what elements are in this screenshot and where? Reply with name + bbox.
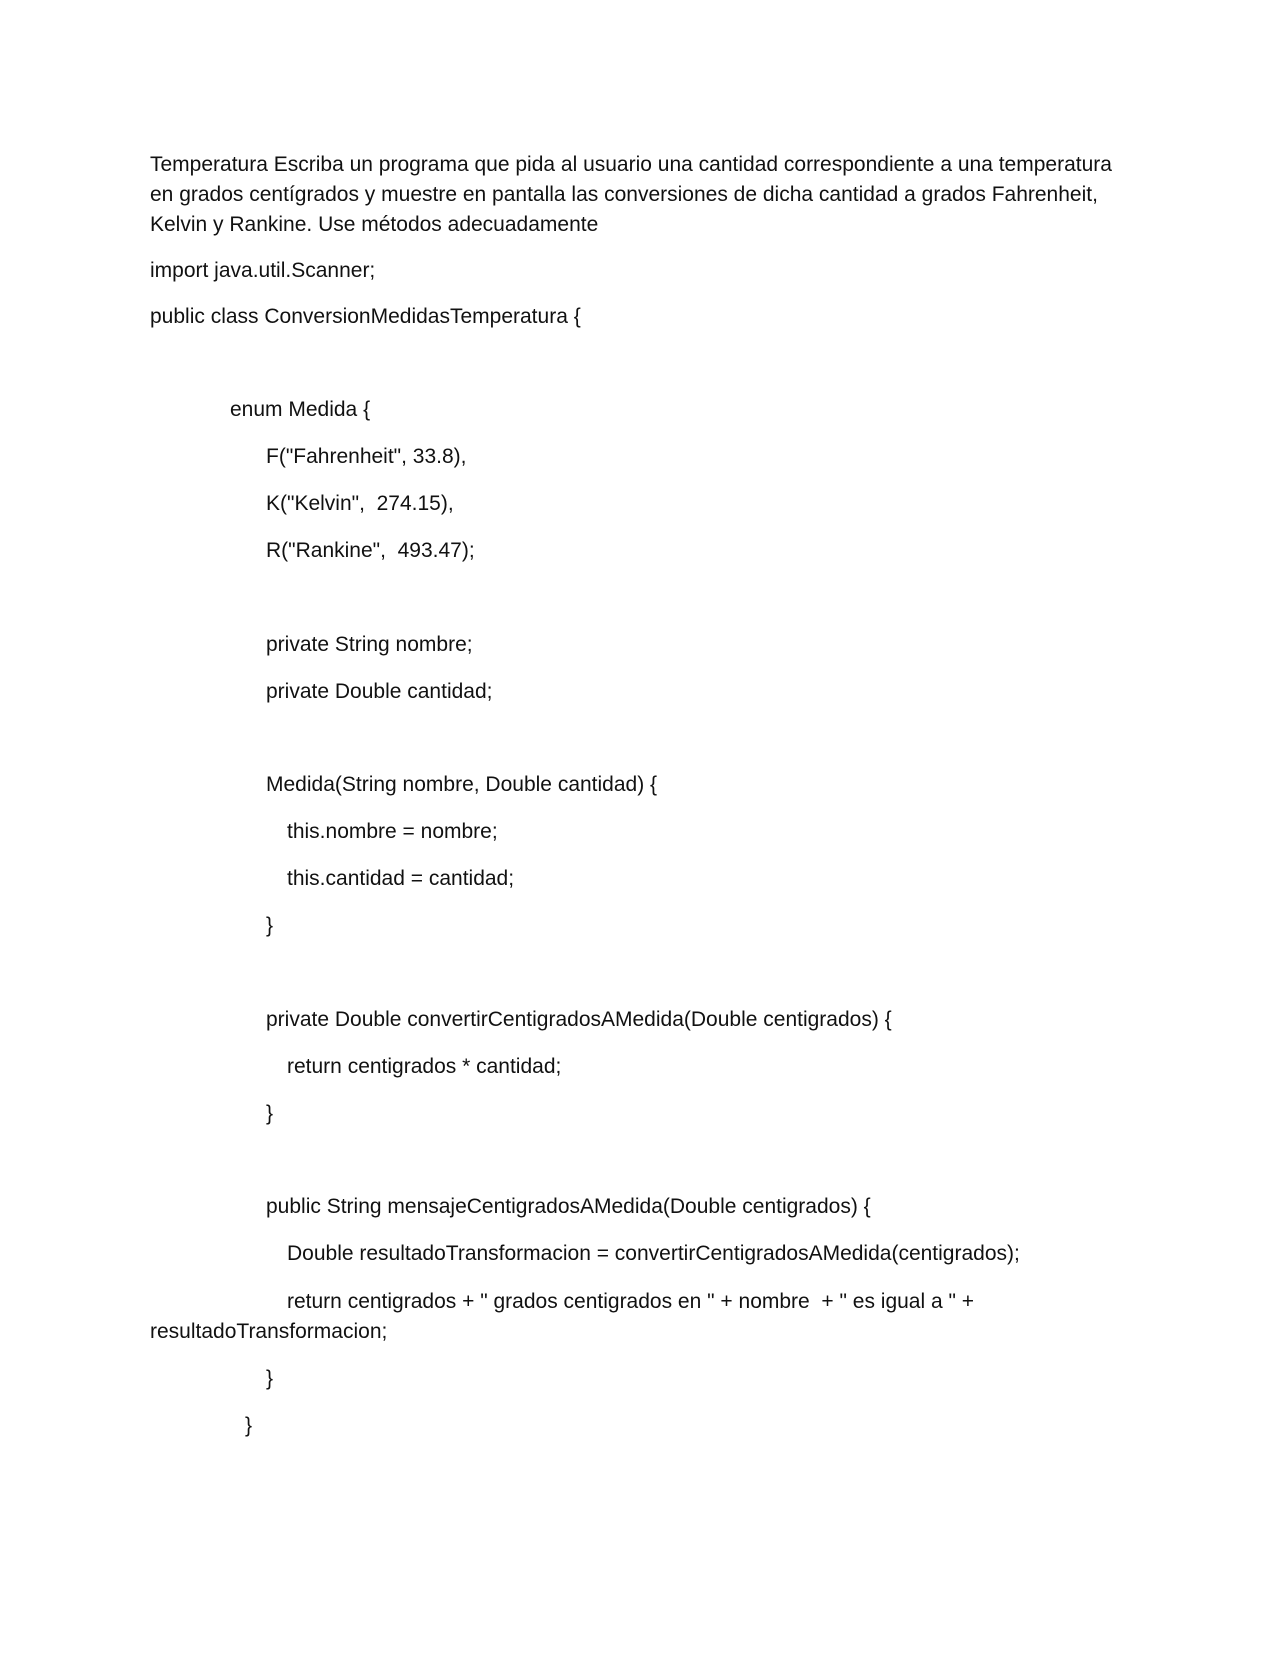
code-field-cantidad: private Double cantidad; — [266, 680, 493, 703]
code-constructor-declaration: Medida(String nombre, Double cantidad) { — [266, 773, 658, 796]
code-enum-close: } — [245, 1414, 253, 1437]
code-enum-constant-f: F("Fahrenheit", 33.8), — [266, 445, 467, 468]
code-method-message-close: } — [266, 1367, 274, 1390]
code-method-message-line-2: return centigrados + " grados centigrados en " + nombre + " es igual a " + — [287, 1290, 975, 1313]
code-method-convert-declaration: private Double convertirCentigradosAMedida(Double centigrados) { — [266, 1008, 892, 1031]
code-enum-constant-k: K("Kelvin", 274.15), — [266, 492, 454, 515]
code-constructor-close: } — [266, 914, 274, 937]
code-constructor-line-1: this.nombre = nombre; — [287, 820, 498, 843]
code-class-declaration: public class ConversionMedidasTemperatura { — [150, 305, 581, 328]
code-method-message-line-2-continued: resultadoTransformacion; — [150, 1320, 388, 1343]
code-enum-declaration: enum Medida { — [230, 398, 371, 421]
code-field-nombre: private String nombre; — [266, 633, 473, 656]
code-import-line: import java.util.Scanner; — [150, 259, 376, 282]
code-constructor-line-2: this.cantidad = cantidad; — [287, 867, 515, 890]
problem-statement: Temperatura Escriba un programa que pida al usuario una cantidad correspondiente a una temperatura en grados centígrados y muestre en pantalla las conversiones de dicha cantidad a grados Fahrenheit, Kelvin y Rankine. Use métodos adecuadamente — [150, 153, 1112, 236]
code-method-convert-close: } — [266, 1102, 274, 1125]
code-method-convert-body: return centigrados * cantidad; — [287, 1055, 562, 1078]
code-method-message-declaration: public String mensajeCentigradosAMedida(Double centigrados) { — [266, 1195, 871, 1218]
code-enum-constant-r: R("Rankine", 493.47); — [266, 539, 475, 562]
code-method-message-line-1: Double resultadoTransformacion = convertirCentigradosAMedida(centigrados); — [287, 1242, 1020, 1265]
